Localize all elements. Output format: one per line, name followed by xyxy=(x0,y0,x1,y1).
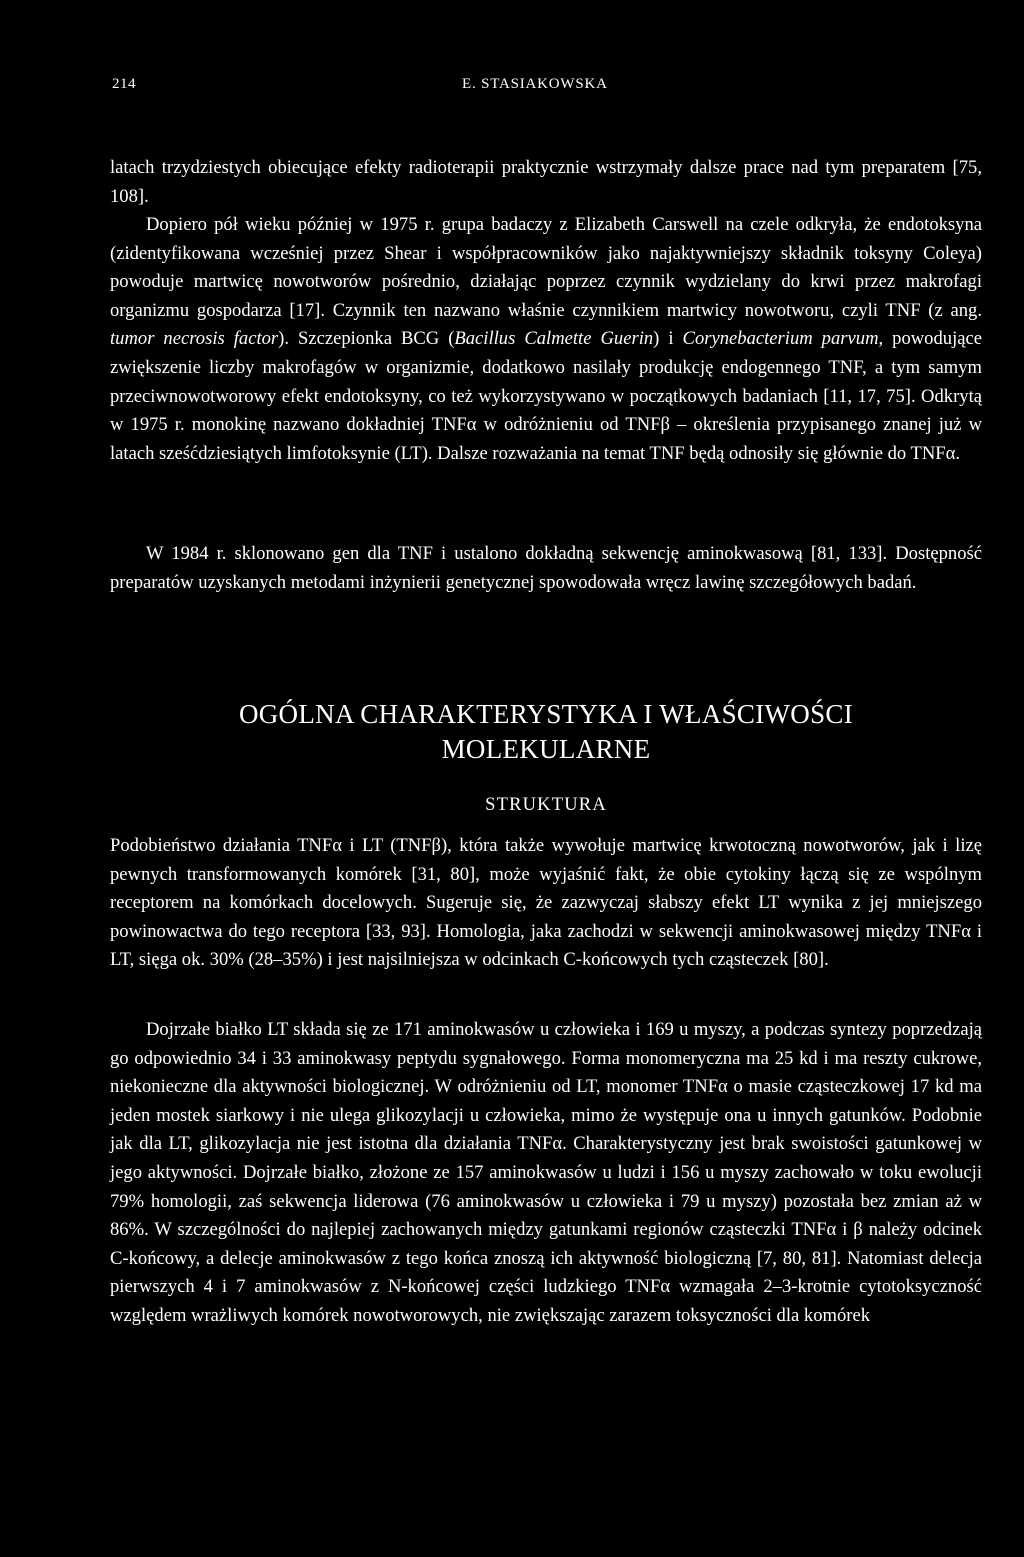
paragraph-discovery xyxy=(110,211,982,468)
italic-term-corynebacterium: Corynebacterium parvum xyxy=(682,328,879,350)
paragraph-3-text: W 1984 r. sklonowano gen dla TNF i ustalono dokładną sekwencję aminokwasową [81, 133]. Dostępność preparatów uzyskanych metodami inżynierii genetycznej spowodowała wręcz lawinę szczegółowych badań. xyxy=(110,543,982,593)
subsection-title: STRUKTURA xyxy=(485,795,607,815)
section-title xyxy=(110,697,982,767)
paragraph-2-text-d: , powodujące zwiększenie liczby makrofagów w organizmie, dodatkowo nasilały produkcję endogennego TNF, a tym samym przeciwnowotworowy efekt endotoksyny, co też wykorzystywano w początkowych badaniach [11, 17, 75]. Odkrytą w 1975 r. monokinę nazwano dokładniej TNFα w odróżnieniu od TNFβ – określenia przypisanego znanej już w latach sześćdziesiątych limfotoksynie (LT). Dalsze rozważania na temat TNF będą odnosiły się głównie do TNFα. xyxy=(110,328,982,464)
paragraph-cloning xyxy=(110,540,982,597)
section-title-line-2: MOLEKULARNE xyxy=(441,734,651,764)
running-head-author: E. STASIAKOWSKA xyxy=(462,76,608,92)
paragraph-1-text: latach trzydziestych obiecujące efekty radioterapii praktycznie wstrzymały dalsze prace nad tym preparatem [75, 108]. xyxy=(110,157,982,207)
italic-term-bacillus: Bacillus Calmette Guerin xyxy=(454,328,654,350)
paragraph-2-text-a: Dopiero pół wieku później w 1975 r. grupa badaczy z Elizabeth Carswell na czele odkryła, że endotoksyna (zidentyfikowana wcześniej przez Shear i współpracowników jako najaktywniejszy składnik toksyny Coleya) powoduje martwicę nowotworów pośrednio, działając poprzez czynnik wydzielany do krwi przez makrofagi organizmu gospodarza [17]. Czynnik ten nazwano właśnie czynnikiem martwicy nowotworu, czyli TNF (z ang. xyxy=(110,214,982,321)
paragraph-2-text-b: ). Szczepionka BCG ( xyxy=(278,328,455,350)
paragraph-continuation xyxy=(110,154,982,211)
italic-term-tumor-necrosis-factor: tumor necrosis factor xyxy=(110,328,279,350)
paragraph-4-text: Podobieństwo działania TNFα i LT (TNFβ), która także wywołuje martwicę krwotoczną nowotworów, jak i lizę pewnych transformowanych komórek [31, 80], może wyjaśnić fakt, że obie cytokiny łączą się ze wspólnym receptorem na komórkach docelowych. Sugeruje się, że zazwyczaj słabszy efekt LT wynika z jej mniejszego powinowactwa do tego receptora [33, 93]. Homologia, jaka zachodzi w sekwencji aminokwasowej między TNFα i LT, sięga ok. 30% (28–35%) i jest najsilniejsza w odcinkach C-końcowych tych cząsteczek [80]. xyxy=(110,835,982,971)
paragraph-5-text: Dojrzałe białko LT składa się ze 171 aminokwasów u człowieka i 169 u myszy, a podczas syntezy poprzedzają go odpowiednio 34 i 33 aminokwasy peptydu sygnałowego. Forma monomeryczna ma 25 kd i ma reszty cukrowe, niekonieczne dla aktywności biologicznej. W odróżnieniu od LT, monomer TNFα o masie cząsteczkowej 17 kd ma jeden mostek siarkowy i nie ulega glikozylacji u człowieka, mimo że występuje ona u innych gatunków. Podobnie jak dla LT, glikozylacja nie jest istotna dla działania TNFα. Charakterystyczny jest brak swoistości gatunkowej w jego aktywności. Dojrzałe białko, złożone ze 157 aminokwasów u ludzi i 156 u myszy zachowało w toku ewolucji 79% homologii, zaś sekwencja liderowa (76 aminokwasów u człowieka i 79 u myszy) pozostała bez zmian aż w 86%. W szczególności do najlepiej zachowanych między gatunkami regionów cząsteczki TNFα i β należy odcinek C-końcowy, a delecje aminokwasów z tego końca znoszą ich aktywność biologiczną [7, 80, 81]. Natomiast delecja pierwszych 4 i 7 aminokwasów z N-końcowej części ludzkiego TNFα wzmagała 2–3-krotnie cytotoksyczność względem wrażliwych komórek nowotworowych, nie zwiększając zarazem toksyczności dla komórek xyxy=(110,1019,982,1326)
paragraph-structure-details xyxy=(110,1016,982,1331)
paragraph-2-text-c: ) i xyxy=(653,328,683,350)
page-number: 214 xyxy=(112,76,136,92)
paragraph-structure-similarity xyxy=(110,832,982,975)
running-head xyxy=(110,76,982,96)
section-title-line-1: OGÓLNA CHARAKTERYSTYKA I WŁAŚCIWOŚCI xyxy=(238,699,854,729)
